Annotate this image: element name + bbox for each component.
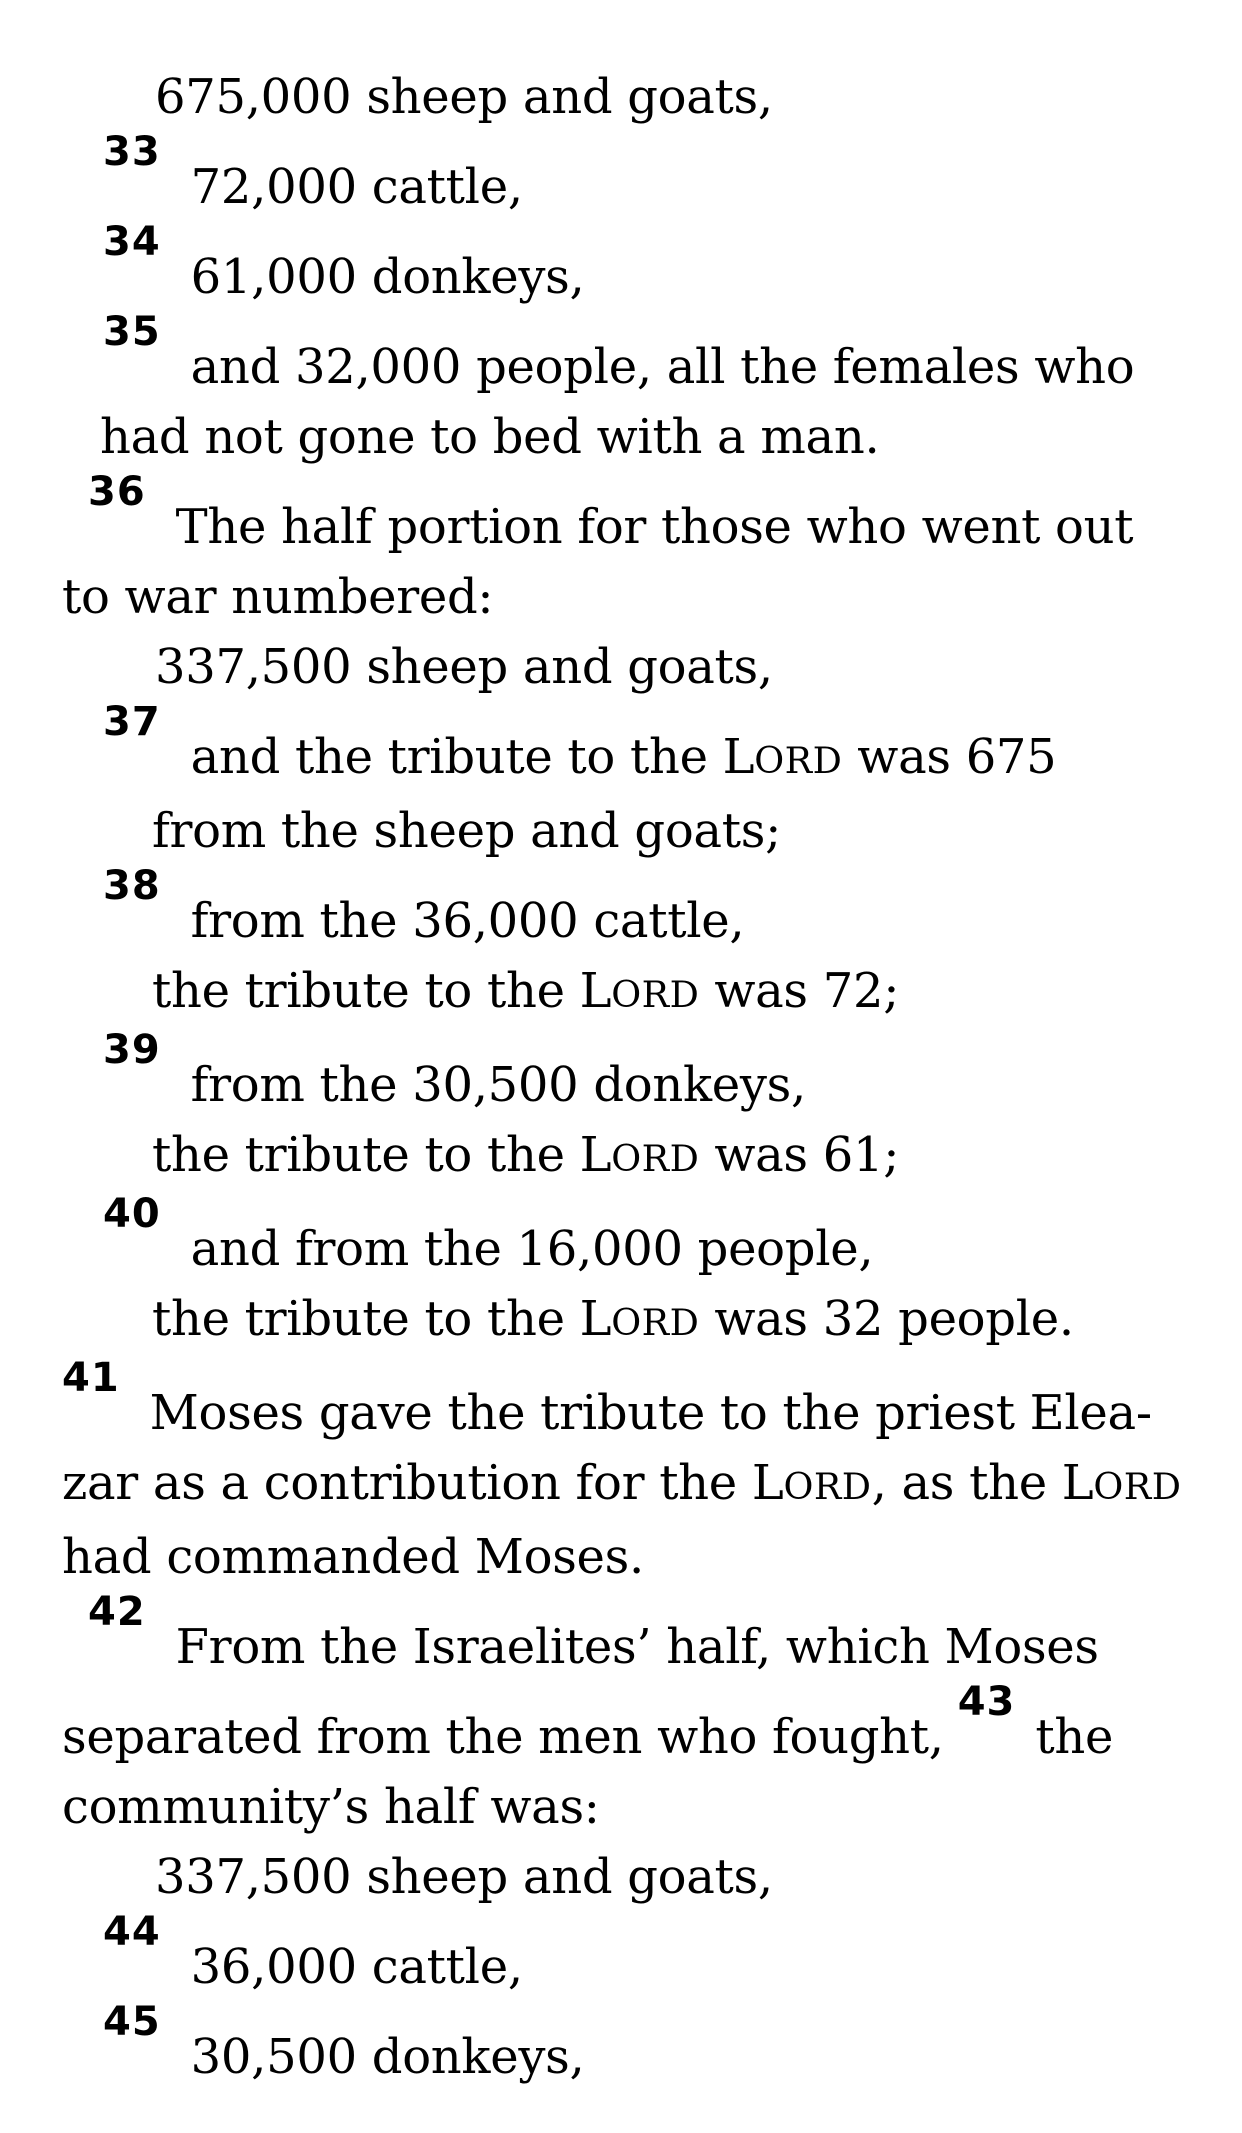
verse-line: had not gone to bed with a man.: [100, 409, 880, 465]
verse-line: $^{36}$The half portion for those who went out: [88, 469, 1134, 555]
verse-line: the tribute to the LORD was 61;: [152, 1127, 900, 1183]
verse-line: $^{38}$from the 36,000 cattle,: [103, 863, 745, 949]
verse-number: 43: [957, 1679, 1016, 1725]
verse-line: $^{40}$and from the 16,000 people,: [103, 1191, 874, 1277]
verse-line: had commanded Moses.: [62, 1529, 644, 1585]
verse-number: 38: [103, 863, 161, 909]
verse-number: 37: [103, 699, 161, 745]
verse-line: $^{35}$and 32,000 people, all the females who: [103, 309, 1135, 395]
verse-number: 34: [103, 219, 161, 265]
divine-name-smallcaps: LORD: [579, 963, 700, 1019]
verse-number: 45: [103, 1999, 161, 2045]
passage-text: [0, 62, 1242, 2092]
verse-line: the tribute to the LORD was 32 people.: [152, 1291, 1074, 1347]
divine-name-smallcaps: LORD: [722, 729, 843, 785]
verse-line: separated from the men who fought,$^{43}$the: [62, 1679, 1114, 1765]
verse-number: 44: [103, 1909, 161, 1955]
verse-number: 42: [88, 1589, 146, 1635]
verse-line: $^{42}$From the Israelites’ half, which Moses: [88, 1589, 1099, 1675]
verse-line: to war numbered:: [62, 569, 494, 625]
verse-line: 337,500 sheep and goats,: [155, 1849, 773, 1905]
divine-name-smallcaps: LORD: [751, 1455, 872, 1511]
verse-line: $^{37}$and the tribute to the LORD was 675: [103, 699, 1057, 785]
verse-line: $^{44}$36,000 cattle,: [103, 1909, 523, 1995]
divine-name-smallcaps: LORD: [579, 1127, 700, 1183]
divine-name-smallcaps: LORD: [1061, 1455, 1182, 1511]
verse-number: 40: [103, 1191, 161, 1237]
verse-line: 675,000 sheep and goats,: [155, 69, 773, 125]
verse-line: community’s half was:: [62, 1779, 600, 1835]
verse-number: 39: [103, 1027, 161, 1073]
verse-number: 33: [103, 129, 161, 175]
verse-line: $^{41}$Moses gave the tribute to the priest Elea-: [62, 1355, 1152, 1441]
verse-line: $^{33}$72,000 cattle,: [103, 129, 523, 215]
verse-line: zar as a contribution for the LORD, as the LORD: [62, 1455, 1182, 1511]
verse-number: 36: [88, 469, 146, 515]
verse-line: $^{34}$61,000 donkeys,: [103, 219, 585, 305]
verse-line: the tribute to the LORD was 72;: [152, 963, 900, 1019]
verse-number: 41: [62, 1355, 120, 1401]
verse-line: $^{39}$from the 30,500 donkeys,: [103, 1027, 806, 1113]
divine-name-smallcaps: LORD: [579, 1291, 700, 1347]
verse-line: 337,500 sheep and goats,: [155, 639, 773, 695]
verse-line: from the sheep and goats;: [152, 803, 781, 859]
verse-line: $^{45}$30,500 donkeys,: [103, 1999, 585, 2085]
verse-number: 35: [103, 309, 161, 355]
